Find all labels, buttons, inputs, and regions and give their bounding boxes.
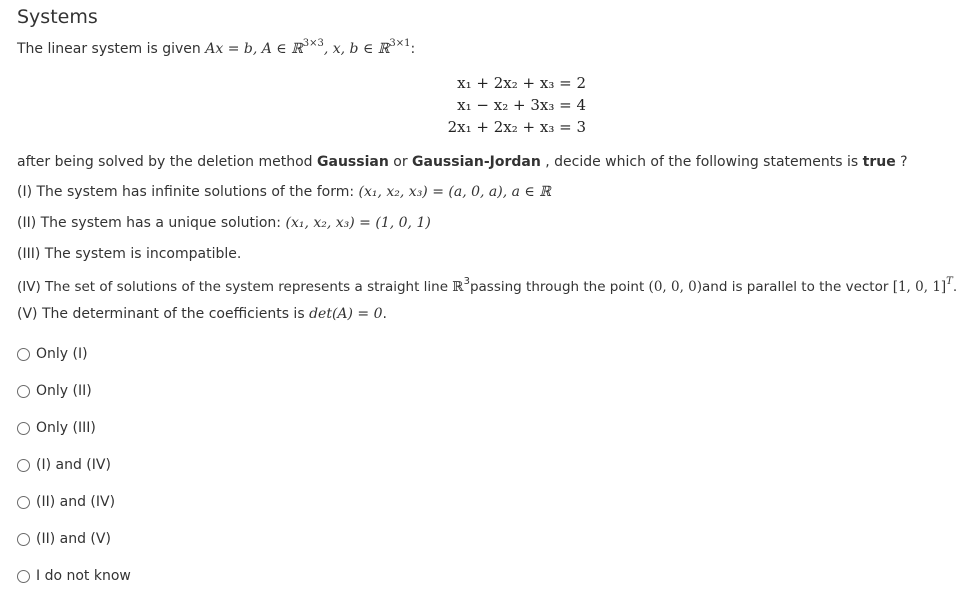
equation-3: 2x₁ + 2x₂ + x₃ = 3 xyxy=(447,118,586,136)
intro-math: Ax = b, A ∈ ℝ xyxy=(205,41,303,57)
statement-4-transpose: T xyxy=(946,276,953,287)
statement-4-point: (0, 0, 0) xyxy=(648,279,703,295)
intro-math2: , x, b ∈ ℝ xyxy=(323,41,390,57)
radio-button[interactable] xyxy=(17,496,30,509)
statement-5-math: det(A) = 0 xyxy=(309,306,383,322)
intro-dim2: 3×1 xyxy=(389,38,411,49)
intro-dim1: 3×3 xyxy=(302,38,324,49)
radio-button[interactable] xyxy=(17,570,30,583)
statement-5-text2: . xyxy=(382,306,387,322)
equation-2: x₁ − x₂ + 3x₃ = 4 xyxy=(457,96,586,114)
option-only-iii[interactable] xyxy=(17,418,96,438)
option-label: (II) and (V) xyxy=(36,531,111,547)
statement-1-math: (x₁, x₂, x₃) = (a, 0, a), a ∈ ℝ xyxy=(358,184,551,200)
radio-button[interactable] xyxy=(17,533,30,546)
statement-2-text: (II) The system has a unique solution: xyxy=(17,215,286,231)
prompt-bold-true: true xyxy=(862,154,896,170)
option-label: Only (III) xyxy=(36,420,96,436)
statement-4 xyxy=(17,276,957,295)
option-i-and-iv[interactable] xyxy=(17,455,111,475)
radio-button[interactable] xyxy=(17,348,30,361)
prompt-part3: , decide which of the following statements is xyxy=(540,154,863,170)
option-only-i[interactable] xyxy=(17,344,88,364)
statement-4-text: (IV) The set of solutions of the system represents a straight line xyxy=(17,279,453,295)
equation-system xyxy=(447,72,586,138)
prompt-bold-gaussian: Gaussian xyxy=(317,154,389,170)
intro-text: The linear system is given xyxy=(17,41,206,57)
statement-5 xyxy=(17,306,387,322)
statement-1-text: (I) The system has infinite solutions of the form: xyxy=(17,184,359,200)
option-ii-and-iv[interactable] xyxy=(17,492,115,512)
intro-line xyxy=(17,38,415,57)
statement-4-text3: and is parallel to the vector xyxy=(702,279,893,295)
statement-1 xyxy=(17,184,551,200)
option-only-ii[interactable] xyxy=(17,381,92,401)
option-i-do-not-know[interactable] xyxy=(17,566,131,586)
option-label: (I) and (IV) xyxy=(36,457,111,473)
statement-4-text2: passing through the point xyxy=(469,279,649,295)
statement-2 xyxy=(17,215,431,231)
question-prompt xyxy=(17,154,908,170)
radio-button[interactable] xyxy=(17,459,30,472)
option-label: Only (I) xyxy=(36,346,88,362)
statement-4-math-r: ℝ xyxy=(452,279,464,295)
statement-3-text: (III) The system is incompatible. xyxy=(17,246,242,262)
statement-2-math: (x₁, x₂, x₃) = (1, 0, 1) xyxy=(285,215,431,231)
statement-4-sup: 3 xyxy=(463,276,470,287)
statement-4-text4: . xyxy=(952,279,957,295)
option-ii-and-v[interactable] xyxy=(17,529,111,549)
prompt-part2: or xyxy=(388,154,413,170)
prompt-part4: ? xyxy=(895,154,908,170)
statement-3 xyxy=(17,246,241,262)
question-title: Systems xyxy=(17,6,98,28)
radio-button[interactable] xyxy=(17,385,30,398)
statement-4-vector: [1, 0, 1] xyxy=(892,279,947,295)
prompt-part1: after being solved by the deletion method xyxy=(17,154,317,170)
intro-tail: : xyxy=(410,41,416,57)
equation-1: x₁ + 2x₂ + x₃ = 2 xyxy=(457,74,586,92)
radio-button[interactable] xyxy=(17,422,30,435)
option-label: I do not know xyxy=(36,568,131,584)
prompt-bold-gaussian-jordan: Gaussian-Jordan xyxy=(412,154,541,170)
option-label: Only (II) xyxy=(36,383,92,399)
option-label: (II) and (IV) xyxy=(36,494,116,510)
statement-5-text: (V) The determinant of the coefficients is xyxy=(17,306,310,322)
